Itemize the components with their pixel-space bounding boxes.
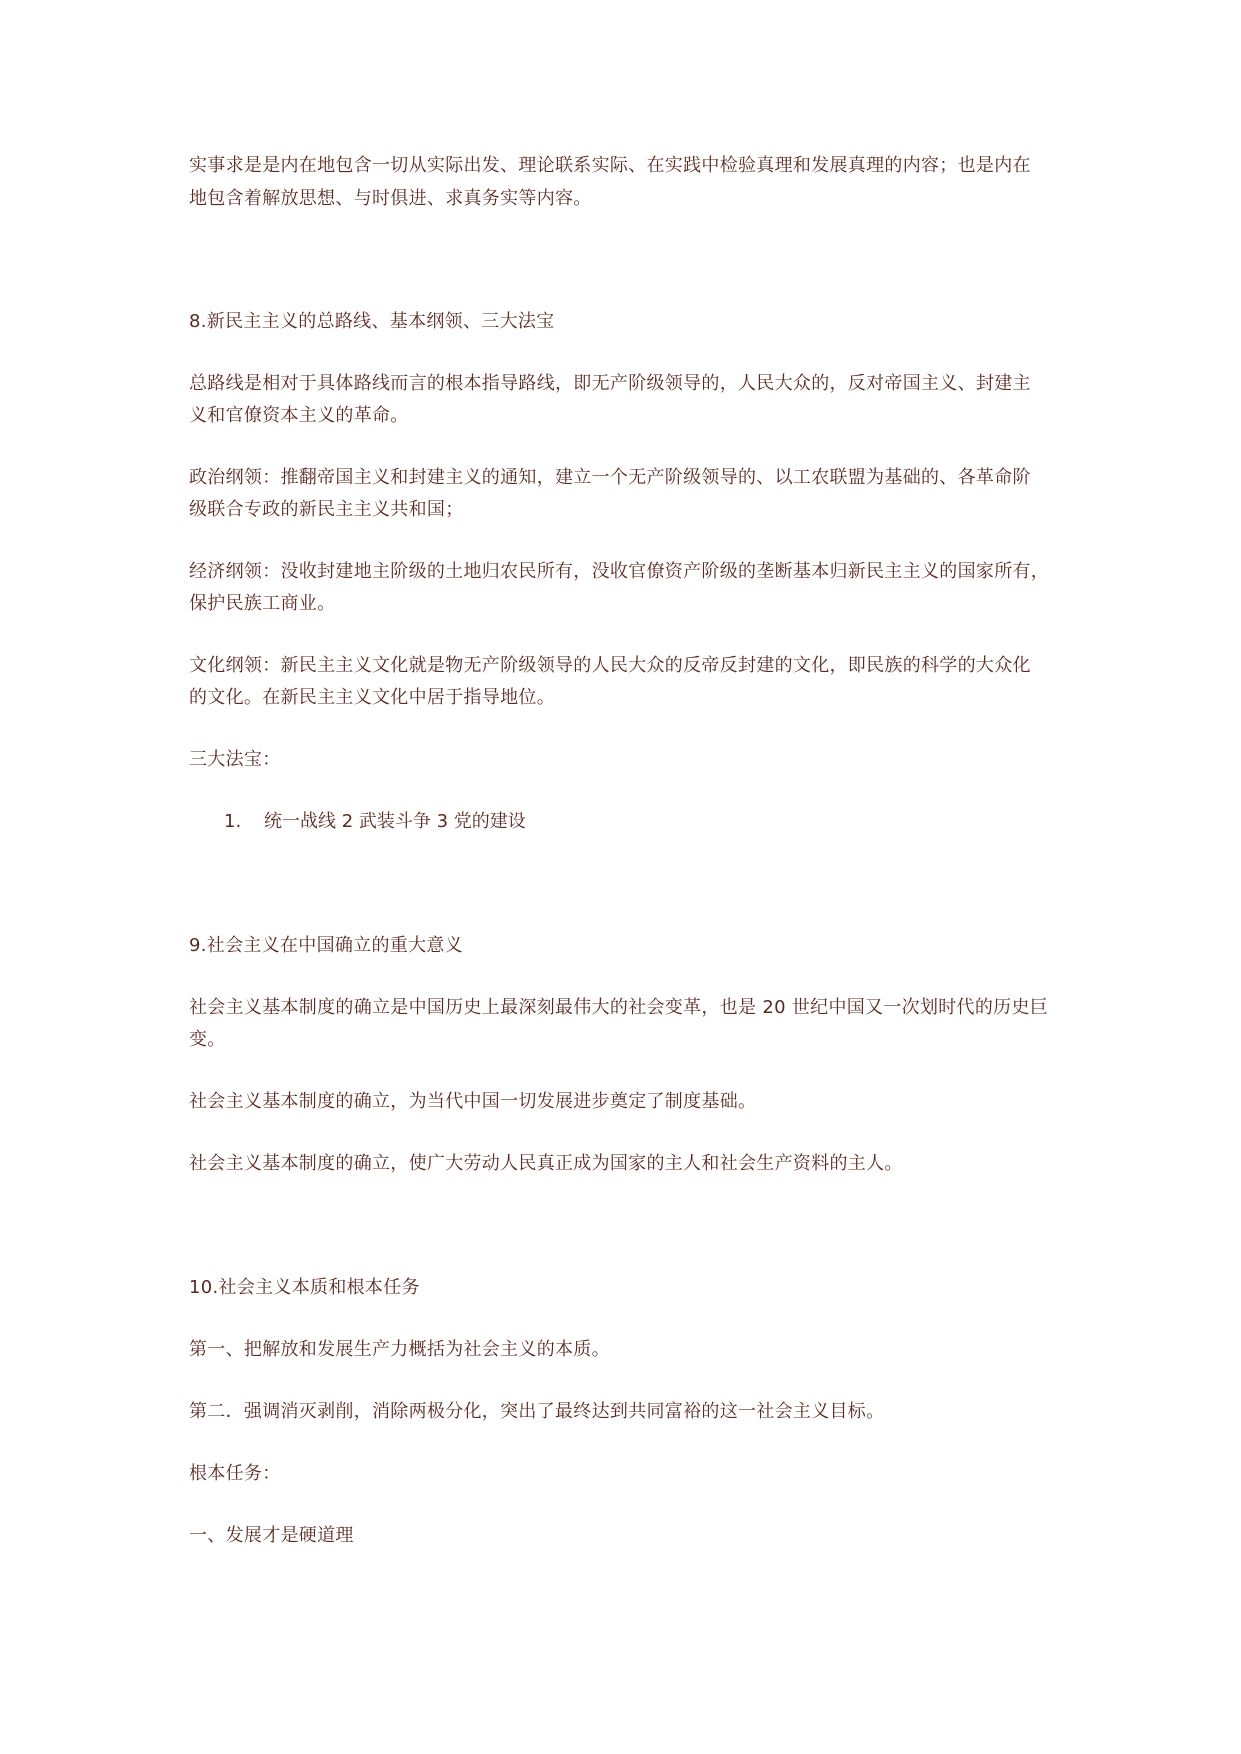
paragraph-line: 一、发展才是硬道理 (189, 1525, 354, 1546)
paragraph-line: 级联合专政的新民主主义共和国； (189, 499, 464, 520)
paragraph-line: 经济纲领：没收封建地主阶级的土地归农民所有，没收官僚资产阶级的垄断基本归新民主主义的国家所有， (189, 561, 1050, 582)
paragraph-line: 第一、把解放和发展生产力概括为社会主义的本质。 (189, 1339, 610, 1360)
list-item: 统一战线 2 武装斗争 3 党的建设 (264, 811, 526, 832)
paragraph-line: 地包含着解放思想、与时俱进、求真务实等内容。 (189, 188, 592, 209)
section-heading: 9.社会主义在中国确立的重大意义 (189, 935, 463, 956)
paragraph-line: 政治纲领：推翻帝国主义和封建主义的通知，建立一个无产阶级领导的、以工农联盟为基础的、各革命阶 (189, 467, 1031, 488)
paragraph-line: 社会主义基本制度的确立，为当代中国一切发展进步奠定了制度基础。 (189, 1091, 757, 1112)
paragraph-line: 文化纲领：新民主主义文化就是物无产阶级领导的人民大众的反帝反封建的文化，即民族的科学的大众化 (189, 655, 1031, 676)
paragraph-line: 义和官僚资本主义的革命。 (189, 405, 409, 426)
paragraph-line: 总路线是相对于具体路线而言的根本指导路线，即无产阶级领导的，人民大众的，反对帝国主义、封建主 (189, 373, 1031, 394)
paragraph-line: 社会主义基本制度的确立是中国历史上最深刻最伟大的社会变革，也是 20 世纪中国又一次划时代的历史巨 (189, 997, 1049, 1018)
section-heading: 10.社会主义本质和根本任务 (189, 1277, 420, 1298)
paragraph-line: 社会主义基本制度的确立，使广大劳动人民真正成为国家的主人和社会生产资料的主人。 (189, 1153, 903, 1174)
paragraph-line: 三大法宝： (189, 749, 281, 770)
section-heading: 8.新民主主义的总路线、基本纲领、三大法宝 (189, 311, 555, 332)
paragraph-line: 根本任务： (189, 1463, 281, 1484)
paragraph-line: 变。 (189, 1029, 226, 1050)
paragraph-line: 保护民族工商业。 (189, 593, 336, 614)
paragraph-line: 第二．强调消灭剥削，消除两极分化，突出了最终达到共同富裕的这一社会主义目标。 (189, 1401, 885, 1422)
paragraph-line: 的文化。在新民主主义文化中居于指导地位。 (189, 687, 555, 708)
paragraph-line: 实事求是是内在地包含一切从实际出发、理论联系实际、在实践中检验真理和发展真理的内容；也是内在 (189, 155, 1031, 176)
list-number: 1. (224, 811, 242, 832)
